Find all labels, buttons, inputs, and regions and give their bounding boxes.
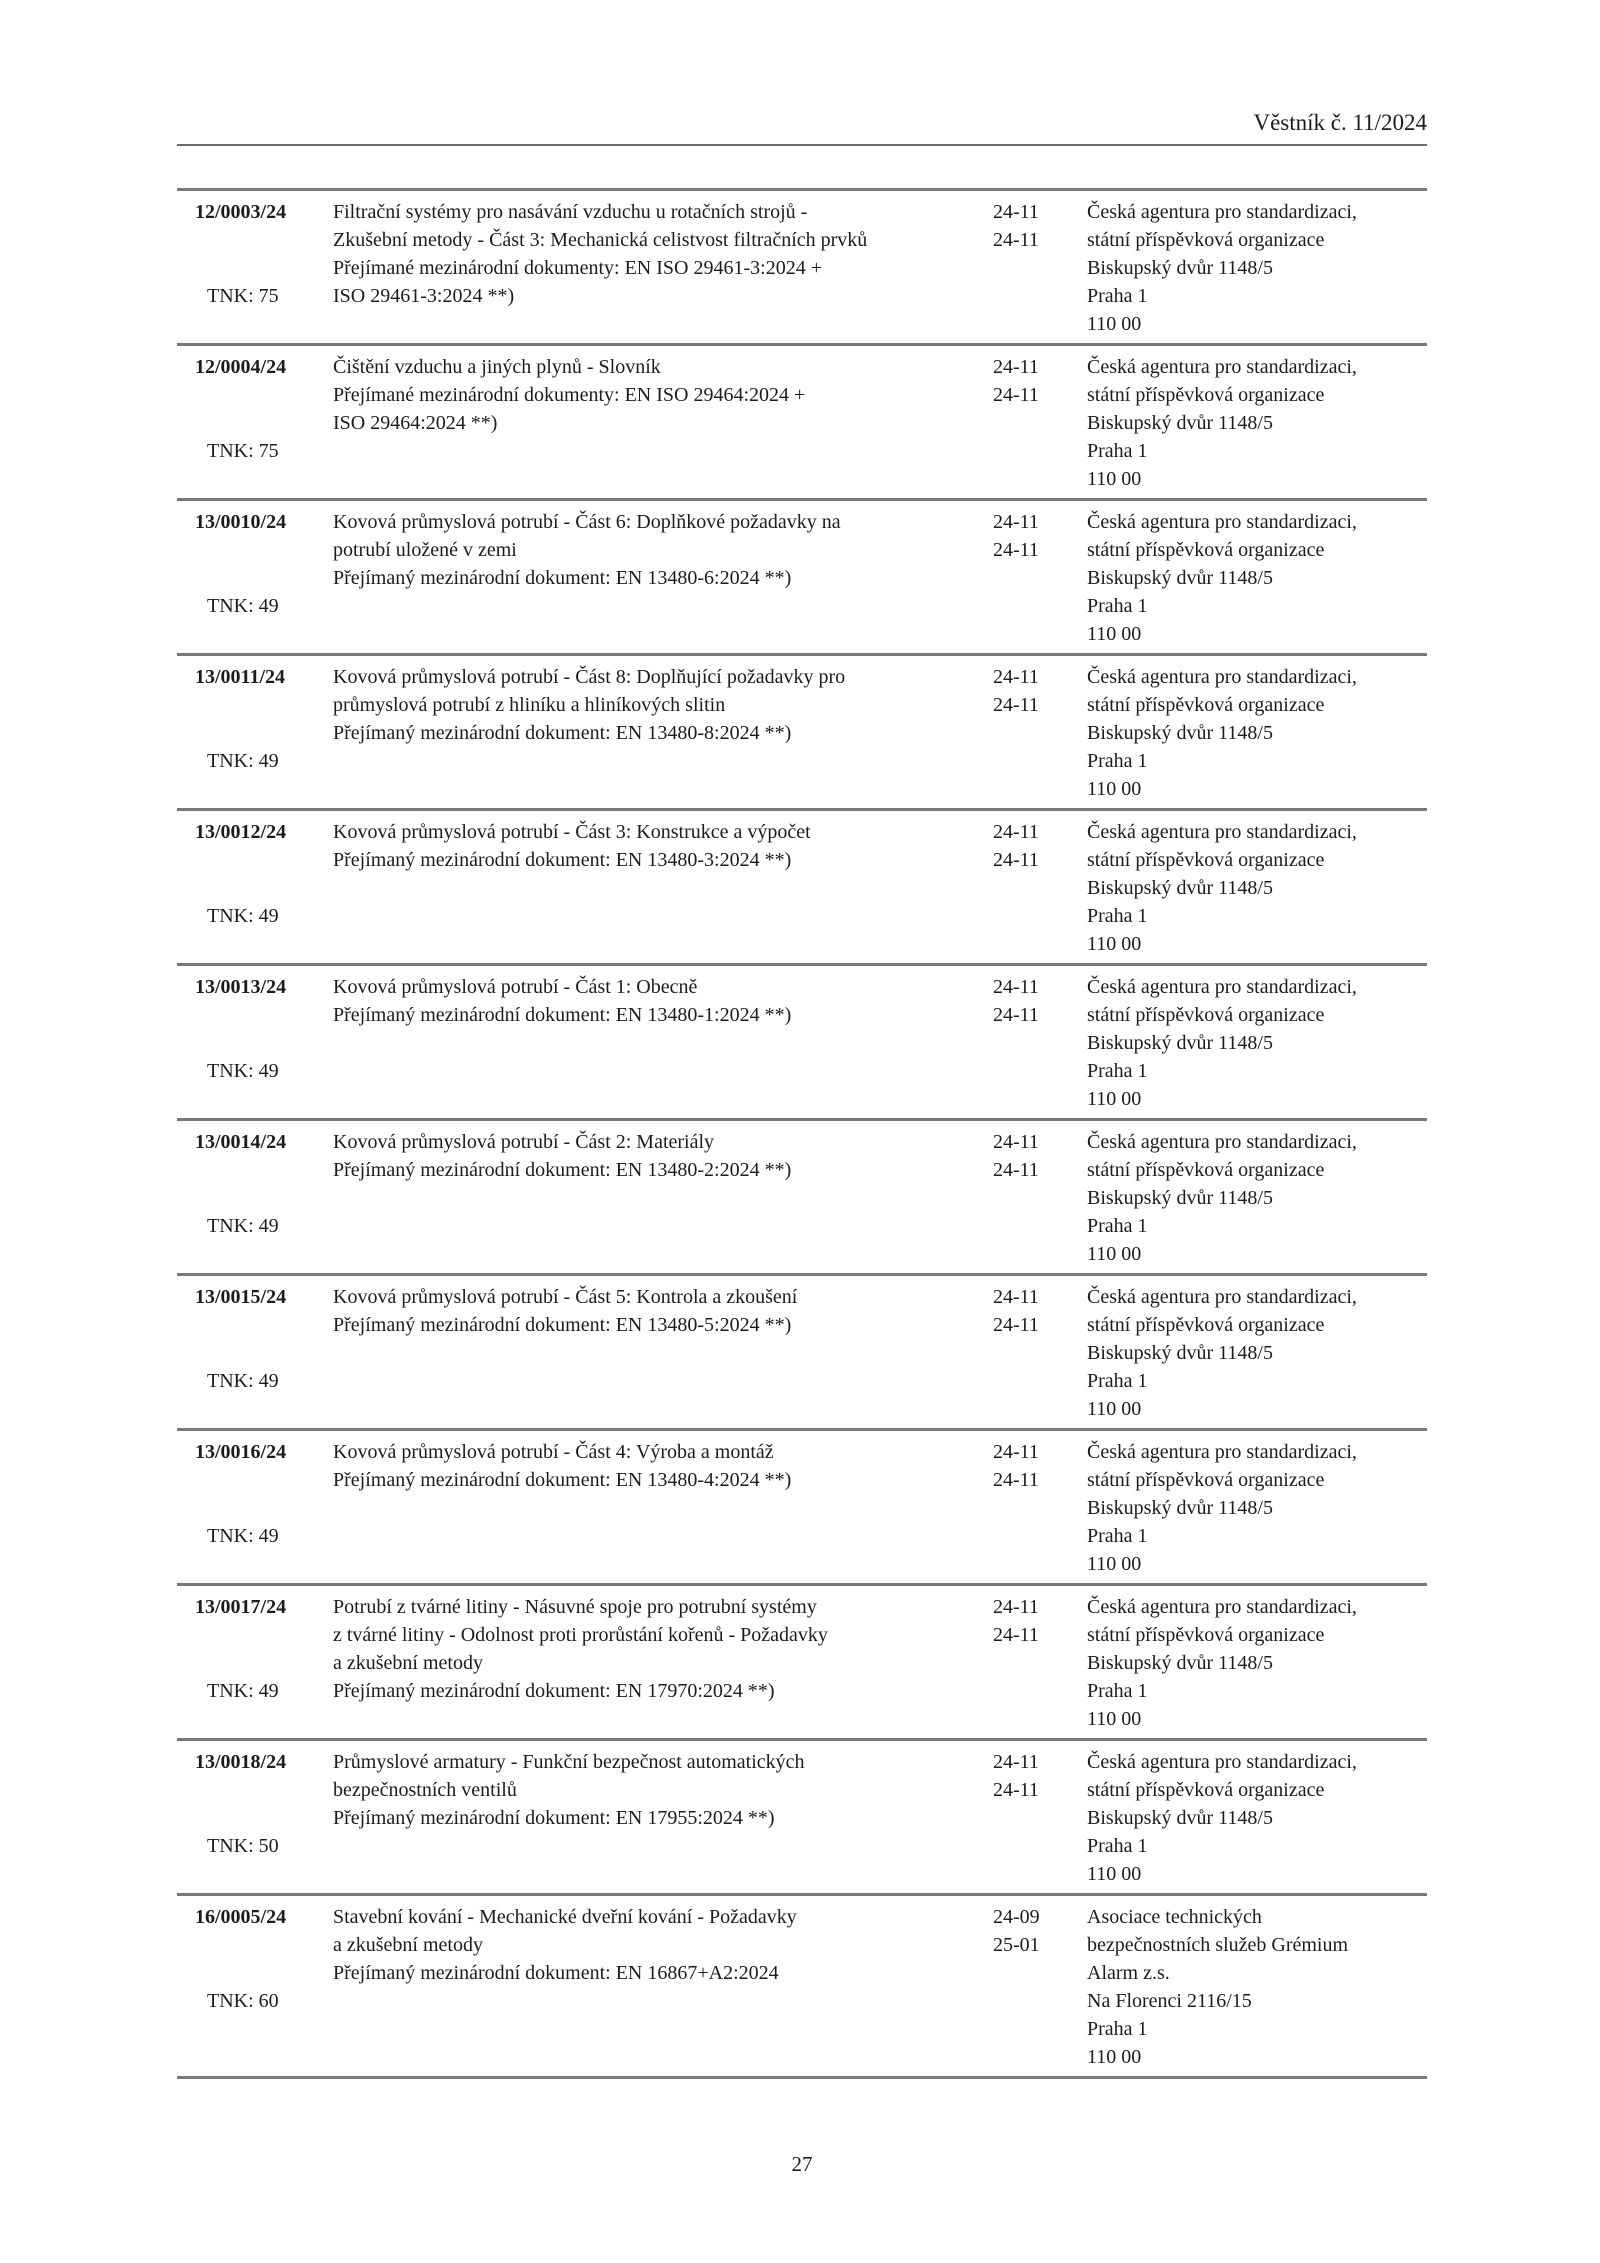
row-tnk: TNK: 75	[207, 285, 279, 307]
org-line: 110 00	[1087, 468, 1142, 490]
date-value: 24-11	[993, 1004, 1039, 1026]
org-line: Biskupský dvůr 1148/5	[1087, 1187, 1273, 1209]
title-line: Přejímaný mezinárodní dokument: EN 13480-1:2024 **)	[333, 1004, 792, 1026]
org-line: Biskupský dvůr 1148/5	[1087, 412, 1273, 434]
table-row	[177, 1431, 1427, 1586]
org-line: 110 00	[1087, 623, 1142, 645]
org-line: Praha 1	[1087, 440, 1148, 462]
org-line: Praha 1	[1087, 1370, 1148, 1392]
id-column	[177, 663, 333, 803]
org-line: Asociace technických	[1087, 1906, 1262, 1928]
dates-column	[993, 508, 1087, 648]
date-value: 24-11	[993, 539, 1039, 561]
id-column	[177, 508, 333, 648]
date-value: 24-11	[993, 1596, 1039, 1618]
row-id: 12/0003/24	[195, 201, 287, 223]
org-column	[1087, 1283, 1427, 1423]
org-column	[1087, 663, 1427, 803]
org-line: Alarm z.s.	[1087, 1962, 1170, 1984]
title-line: Přejímaný mezinárodní dokument: EN 13480-6:2024 **)	[333, 567, 792, 589]
org-line: 110 00	[1087, 933, 1142, 955]
id-column	[177, 1283, 333, 1423]
org-line: Na Florenci 2116/15	[1087, 1990, 1252, 2012]
id-column	[177, 353, 333, 493]
org-line: Česká agentura pro standardizaci,	[1087, 1596, 1357, 1618]
date-value: 24-11	[993, 201, 1039, 223]
table-row	[177, 656, 1427, 811]
table-row	[177, 346, 1427, 501]
org-line: Biskupský dvůr 1148/5	[1087, 567, 1273, 589]
page-content	[177, 0, 1427, 2079]
row-tnk: TNK: 49	[207, 1680, 279, 1702]
id-column	[177, 973, 333, 1113]
row-tnk: TNK: 49	[207, 1215, 279, 1237]
date-value: 24-11	[993, 1779, 1039, 1801]
title-line: Přejímaný mezinárodní dokument: EN 17955:2024 **)	[333, 1807, 775, 1829]
dates-column	[993, 1438, 1087, 1578]
row-tnk: TNK: 50	[207, 1835, 279, 1857]
date-value: 24-11	[993, 356, 1039, 378]
date-value: 24-11	[993, 1751, 1039, 1773]
table-row	[177, 1586, 1427, 1741]
title-column	[333, 1128, 993, 1268]
title-line: Kovová průmyslová potrubí - Část 8: Doplňující požadavky pro	[333, 666, 846, 688]
table-row	[177, 1276, 1427, 1431]
row-tnk: TNK: 49	[207, 1370, 279, 1392]
row-id: 13/0017/24	[195, 1596, 287, 1618]
title-line: Přejímaný mezinárodní dokument: EN 17970:2024 **)	[333, 1680, 775, 1702]
dates-column	[993, 1283, 1087, 1423]
org-line: státní příspěvková organizace	[1087, 1159, 1325, 1181]
org-line: Praha 1	[1087, 1060, 1148, 1082]
org-line: Biskupský dvůr 1148/5	[1087, 1342, 1273, 1364]
title-column	[333, 1903, 993, 2071]
id-column	[177, 1128, 333, 1268]
org-line: Praha 1	[1087, 1525, 1148, 1547]
title-line: Čištění vzduchu a jiných plynů - Slovník	[333, 356, 661, 378]
org-column	[1087, 818, 1427, 958]
org-line: Praha 1	[1087, 750, 1148, 772]
date-value: 24-11	[993, 1159, 1039, 1181]
org-line: státní příspěvková organizace	[1087, 694, 1325, 716]
org-line: státní příspěvková organizace	[1087, 1469, 1325, 1491]
org-line: státní příspěvková organizace	[1087, 1624, 1325, 1646]
title-column	[333, 973, 993, 1113]
title-line: Zkušební metody - Část 3: Mechanická celistvost filtračních prvků	[333, 229, 868, 251]
dates-column	[993, 1903, 1087, 2071]
date-value: 24-11	[993, 849, 1039, 871]
id-column	[177, 1593, 333, 1733]
org-line: Biskupský dvůr 1148/5	[1087, 1032, 1273, 1054]
date-value: 24-11	[993, 229, 1039, 251]
org-line: Česká agentura pro standardizaci,	[1087, 821, 1357, 843]
org-line: 110 00	[1087, 1398, 1142, 1420]
date-value: 24-11	[993, 1624, 1039, 1646]
org-column	[1087, 353, 1427, 493]
title-column	[333, 353, 993, 493]
row-id: 13/0010/24	[195, 511, 287, 533]
org-line: 110 00	[1087, 2046, 1142, 2068]
org-line: Česká agentura pro standardizaci,	[1087, 511, 1357, 533]
title-line: a zkušební metody	[333, 1652, 483, 1674]
org-column	[1087, 1438, 1427, 1578]
org-line: 110 00	[1087, 1708, 1142, 1730]
date-value: 24-11	[993, 976, 1039, 998]
title-line: Potrubí z tvárné litiny - Násuvné spoje pro potrubní systémy	[333, 1596, 817, 1618]
row-id: 13/0014/24	[195, 1131, 287, 1153]
title-line: ISO 29464:2024 **)	[333, 412, 498, 434]
title-line: průmyslová potrubí z hliníku a hliníkových slitin	[333, 694, 726, 716]
date-value: 24-11	[993, 666, 1039, 688]
org-line: 110 00	[1087, 1088, 1142, 1110]
date-value: 24-11	[993, 1286, 1039, 1308]
title-line: Přejímaný mezinárodní dokument: EN 13480-4:2024 **)	[333, 1469, 792, 1491]
org-column	[1087, 1593, 1427, 1733]
date-value: 24-11	[993, 384, 1039, 406]
date-value: 24-11	[993, 511, 1039, 533]
org-line: státní příspěvková organizace	[1087, 1314, 1325, 1336]
standards-table	[177, 188, 1427, 2079]
org-line: Praha 1	[1087, 2018, 1148, 2040]
org-line: 110 00	[1087, 1863, 1142, 1885]
dates-column	[993, 1593, 1087, 1733]
org-line: státní příspěvková organizace	[1087, 539, 1325, 561]
id-column	[177, 1748, 333, 1888]
org-line: Biskupský dvůr 1148/5	[1087, 1497, 1273, 1519]
org-line: státní příspěvková organizace	[1087, 849, 1325, 871]
org-line: Česká agentura pro standardizaci,	[1087, 1131, 1357, 1153]
table-row	[177, 811, 1427, 966]
title-line: Kovová průmyslová potrubí - Část 4: Výroba a montáž	[333, 1441, 774, 1463]
org-line: Česká agentura pro standardizaci,	[1087, 666, 1357, 688]
org-column	[1087, 198, 1427, 338]
title-line: Filtrační systémy pro nasávání vzduchu u rotačních strojů -	[333, 201, 808, 223]
title-line: Stavební kování - Mechanické dveřní kování - Požadavky	[333, 1906, 797, 1928]
table-row	[177, 1121, 1427, 1276]
row-tnk: TNK: 75	[207, 440, 279, 462]
row-tnk: TNK: 49	[207, 750, 279, 772]
row-id: 13/0018/24	[195, 1751, 287, 1773]
org-column	[1087, 1903, 1427, 2071]
title-column	[333, 818, 993, 958]
org-line: Česká agentura pro standardizaci,	[1087, 1751, 1357, 1773]
dates-column	[993, 1128, 1087, 1268]
table-row	[177, 1741, 1427, 1896]
date-value: 24-11	[993, 1441, 1039, 1463]
org-line: státní příspěvková organizace	[1087, 1779, 1325, 1801]
date-value: 24-09	[993, 1906, 1040, 1928]
org-line: státní příspěvková organizace	[1087, 384, 1325, 406]
org-line: Česká agentura pro standardizaci,	[1087, 1286, 1357, 1308]
title-line: potrubí uložené v zemi	[333, 539, 517, 561]
row-id: 16/0005/24	[195, 1906, 287, 1928]
date-value: 24-11	[993, 821, 1039, 843]
table-row	[177, 191, 1427, 346]
id-column	[177, 818, 333, 958]
org-line: 110 00	[1087, 1243, 1142, 1265]
id-column	[177, 198, 333, 338]
org-line: Česká agentura pro standardizaci,	[1087, 976, 1357, 998]
row-id: 13/0015/24	[195, 1286, 287, 1308]
row-tnk: TNK: 49	[207, 1060, 279, 1082]
title-line: Kovová průmyslová potrubí - Část 2: Materiály	[333, 1131, 715, 1153]
title-line: Kovová průmyslová potrubí - Část 6: Doplňkové požadavky na	[333, 511, 841, 533]
row-tnk: TNK: 49	[207, 595, 279, 617]
org-line: Praha 1	[1087, 1215, 1148, 1237]
title-line: bezpečnostních ventilů	[333, 1779, 517, 1801]
page-number: 27	[791, 2152, 813, 2176]
title-column	[333, 1593, 993, 1733]
row-tnk: TNK: 60	[207, 1990, 279, 2012]
title-line: Přejímaný mezinárodní dokument: EN 13480-8:2024 **)	[333, 722, 792, 744]
org-line: Biskupský dvůr 1148/5	[1087, 877, 1273, 899]
id-column	[177, 1438, 333, 1578]
id-column	[177, 1903, 333, 2071]
org-line: Biskupský dvůr 1148/5	[1087, 257, 1273, 279]
dates-column	[993, 353, 1087, 493]
title-line: Přejímaný mezinárodní dokument: EN 13480-2:2024 **)	[333, 1159, 792, 1181]
row-id: 13/0013/24	[195, 976, 287, 998]
table-row	[177, 1896, 1427, 2079]
title-line: z tvárné litiny - Odolnost proti prorůstání kořenů - Požadavky	[333, 1624, 828, 1646]
dates-column	[993, 973, 1087, 1113]
org-line: Praha 1	[1087, 1835, 1148, 1857]
org-line: bezpečnostních služeb Grémium	[1087, 1934, 1349, 1956]
title-column	[333, 508, 993, 648]
org-column	[1087, 1748, 1427, 1888]
date-value: 25-01	[993, 1934, 1040, 1956]
table-row	[177, 966, 1427, 1121]
title-column	[333, 1438, 993, 1578]
org-column	[1087, 973, 1427, 1113]
title-line: Kovová průmyslová potrubí - Část 1: Obecně	[333, 976, 698, 998]
org-line: Česká agentura pro standardizaci,	[1087, 201, 1357, 223]
org-column	[1087, 508, 1427, 648]
gazette-title: Věstník č. 11/2024	[1253, 110, 1427, 135]
title-column	[333, 198, 993, 338]
org-line: 110 00	[1087, 1553, 1142, 1575]
dates-column	[993, 198, 1087, 338]
date-value: 24-11	[993, 1131, 1039, 1153]
title-column	[333, 1283, 993, 1423]
title-line: Přejímaný mezinárodní dokument: EN 16867+A2:2024	[333, 1962, 779, 1984]
title-line: Přejímaný mezinárodní dokument: EN 13480-3:2024 **)	[333, 849, 792, 871]
row-id: 12/0004/24	[195, 356, 287, 378]
title-line: Přejímané mezinárodní dokumenty: EN ISO 29464:2024 +	[333, 384, 806, 406]
row-tnk: TNK: 49	[207, 905, 279, 927]
title-column	[333, 663, 993, 803]
date-value: 24-11	[993, 694, 1039, 716]
org-line: státní příspěvková organizace	[1087, 229, 1325, 251]
org-line: Biskupský dvůr 1148/5	[1087, 1652, 1273, 1674]
org-line: Česká agentura pro standardizaci,	[1087, 356, 1357, 378]
org-line: Biskupský dvůr 1148/5	[1087, 722, 1273, 744]
title-line: Přejímané mezinárodní dokumenty: EN ISO 29461-3:2024 +	[333, 257, 822, 279]
title-line: a zkušební metody	[333, 1934, 483, 1956]
org-line: Praha 1	[1087, 1680, 1148, 1702]
title-line: Kovová průmyslová potrubí - Část 3: Konstrukce a výpočet	[333, 821, 811, 843]
date-value: 24-11	[993, 1314, 1039, 1336]
dates-column	[993, 818, 1087, 958]
org-line: Biskupský dvůr 1148/5	[1087, 1807, 1273, 1829]
org-line: Česká agentura pro standardizaci,	[1087, 1441, 1357, 1463]
title-column	[333, 1748, 993, 1888]
header-gap	[177, 146, 1427, 188]
dates-column	[993, 1748, 1087, 1888]
row-id: 13/0011/24	[195, 666, 286, 688]
title-line: ISO 29461-3:2024 **)	[333, 285, 515, 307]
dates-column	[993, 663, 1087, 803]
table-row	[177, 501, 1427, 656]
row-tnk: TNK: 49	[207, 1525, 279, 1547]
org-line: 110 00	[1087, 313, 1142, 335]
title-line: Kovová průmyslová potrubí - Část 5: Kontrola a zkoušení	[333, 1286, 798, 1308]
org-line: Praha 1	[1087, 905, 1148, 927]
org-line: státní příspěvková organizace	[1087, 1004, 1325, 1026]
title-line: Průmyslové armatury - Funkční bezpečnost automatických	[333, 1751, 805, 1773]
title-line: Přejímaný mezinárodní dokument: EN 13480-5:2024 **)	[333, 1314, 792, 1336]
org-line: 110 00	[1087, 778, 1142, 800]
row-id: 13/0016/24	[195, 1441, 287, 1463]
org-column	[1087, 1128, 1427, 1268]
org-line: Praha 1	[1087, 285, 1148, 307]
date-value: 24-11	[993, 1469, 1039, 1491]
org-line: Praha 1	[1087, 595, 1148, 617]
row-id: 13/0012/24	[195, 821, 287, 843]
page-header	[177, 0, 1427, 146]
